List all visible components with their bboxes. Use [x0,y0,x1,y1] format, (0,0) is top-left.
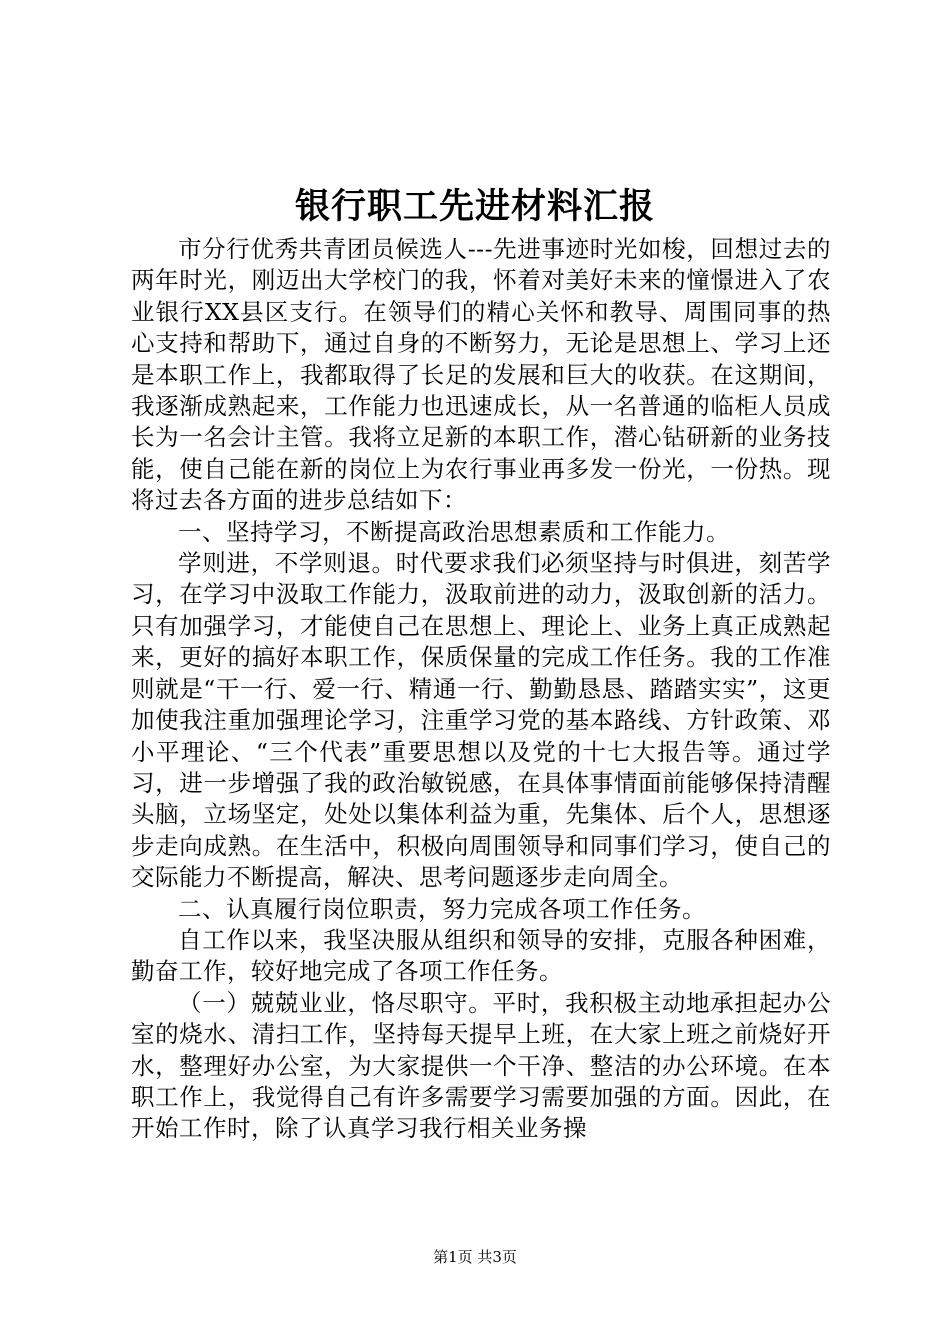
section-heading-1: 一、坚持学习，不断提高政治思想素质和工作能力。 [178,517,730,546]
document-body [131,234,831,1145]
paragraph-duties: 自工作以来，我坚决服从组织和领导的安排，克服各种困难，勤奋工作，较好地完成了各项工作任务。 [131,925,831,986]
paragraph-diligence: （一）兢兢业业，恪尽职守。平时，我积极主动地承担起办公室的烧水、清扫工作，坚持每天提早上班，在大家上班之前烧好开水，整理好办公室，为大家提供一个干净、整洁的办公环境。在本职工作上，我觉得自己有许多需要学习需要加强的方面。因此，在开始工作时，除了认真学习我行相关业务操 [131,988,831,1143]
document-title: 银行职工先进材料汇报 [294,187,655,227]
section-heading-2: 二、认真履行岗位职责，努力完成各项工作任务。 [178,894,706,923]
paragraph-study: 学则进，不学则退。时代要求我们必须坚持与时俱进，刻苦学习，在学习中汲取工作能力，汲取前进的动力，汲取创新的活力。只有加强学习，才能使自己在思想上、理论上、业务上真正成熟起来，更好的搞好本职工作，保质保量的完成工作任务。我的工作准则就是“干一行、爱一行、精通一行、勤勤恳恳、踏踏实实”，这更加使我注重加强理论学习，注重学习党的基本路线、方针政策、邓小平理论、“三个代表”重要思想以及党的十七大报告等。通过学习，进一步增强了我的政治敏锐感，在具体事情面前能够保持清醒头脑，立场坚定，处处以集体利益为重，先集体、后个人，思想逐步走向成熟。在生活中，积极向周围领导和同事们学习，使自己的交际能力不断提高，解决、思考问题逐步走向周全。 [131,549,831,892]
page-footer: 第1页 共3页 [433,1248,517,1266]
paragraph-intro: 市分行优秀共青团员候选人---先进事迹时光如梭，回想过去的两年时光，刚迈出大学校门的我，怀着对美好未来的憧憬进入了农业银行XX县区支行。在领导们的精心关怀和教导、周围同事的热心支持和帮助下，通过自身的不断努力，无论是思想上、学习上还是本职工作上，我都取得了长足的发展和巨大的收获。在这期间，我逐渐成熟起来，工作能力也迅速成长，从一名普通的临柜人员成长为一名会计主管。我将立足新的本职工作，潜心钻研新的业务技能，使自己能在新的岗位上为农行事业再多发一份光，一份热。现将过去各方面的进步总结如下： [131,235,831,515]
